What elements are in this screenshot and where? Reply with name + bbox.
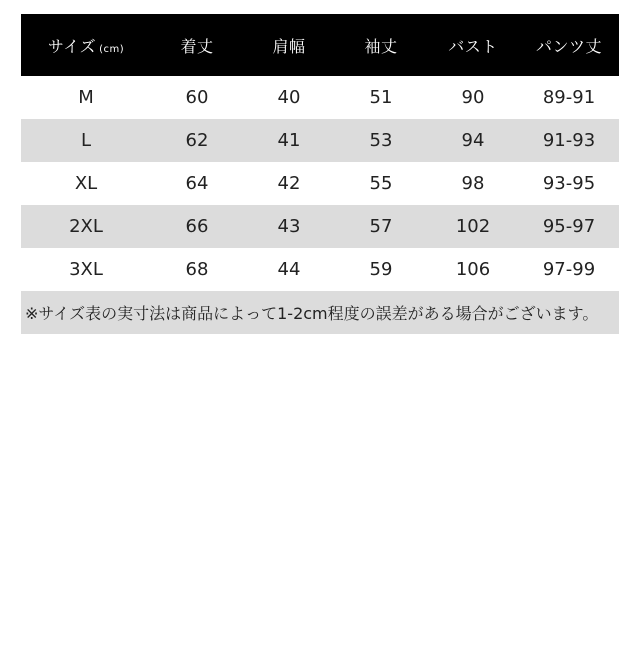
cell-length: 62 (185, 130, 209, 151)
header-pants-length: パンツ丈 (535, 36, 602, 56)
cell-sleeve: 53 (369, 130, 393, 151)
cell-bust: 90 (461, 87, 485, 108)
header-sleeve: 袖丈 (364, 36, 398, 56)
table-row (21, 248, 619, 291)
cell-size: L (80, 130, 92, 151)
cell-pants-length: 93-95 (542, 173, 596, 194)
cell-shoulder: 41 (277, 130, 301, 151)
header-length: 着丈 (180, 36, 214, 56)
header-shoulder: 肩幅 (272, 36, 306, 56)
cell-pants-length: 97-99 (542, 259, 596, 280)
cell-pants-length: 89-91 (542, 87, 596, 108)
cell-sleeve: 59 (369, 259, 393, 280)
cell-sleeve: 57 (369, 216, 393, 237)
cell-size: XL (74, 173, 98, 194)
table-row (21, 162, 619, 205)
header-bust: バスト (448, 36, 498, 56)
cell-size: 3XL (69, 259, 103, 280)
table-row (21, 205, 619, 248)
header-size (21, 34, 151, 57)
header-size-label: サイズ (47, 36, 97, 56)
cell-sleeve: 55 (369, 173, 393, 194)
cell-bust: 102 (455, 216, 491, 237)
cell-length: 66 (185, 216, 209, 237)
table-header-row (21, 14, 619, 76)
cell-pants-length: 91-93 (542, 130, 596, 151)
cell-shoulder: 44 (277, 259, 301, 280)
cell-shoulder: 42 (277, 173, 301, 194)
cell-size: 2XL (69, 216, 103, 237)
table-row (21, 119, 619, 162)
size-chart-table (21, 14, 619, 334)
cell-bust: 98 (461, 173, 485, 194)
cell-size: M (78, 87, 94, 108)
cell-pants-length: 95-97 (542, 216, 596, 237)
cell-shoulder: 43 (277, 216, 301, 237)
cell-bust: 106 (455, 259, 491, 280)
cell-length: 68 (185, 259, 209, 280)
table-row (21, 76, 619, 119)
measurement-note: ※サイズ表の実寸法は商品によって1-2cm程度の誤差がある場合がございます。 (21, 291, 619, 334)
cell-bust: 94 (461, 130, 485, 151)
cell-length: 64 (185, 173, 209, 194)
cell-length: 60 (185, 87, 209, 108)
cell-sleeve: 51 (369, 87, 393, 108)
cell-shoulder: 40 (277, 87, 301, 108)
header-size-unit: (cm) (99, 43, 125, 55)
